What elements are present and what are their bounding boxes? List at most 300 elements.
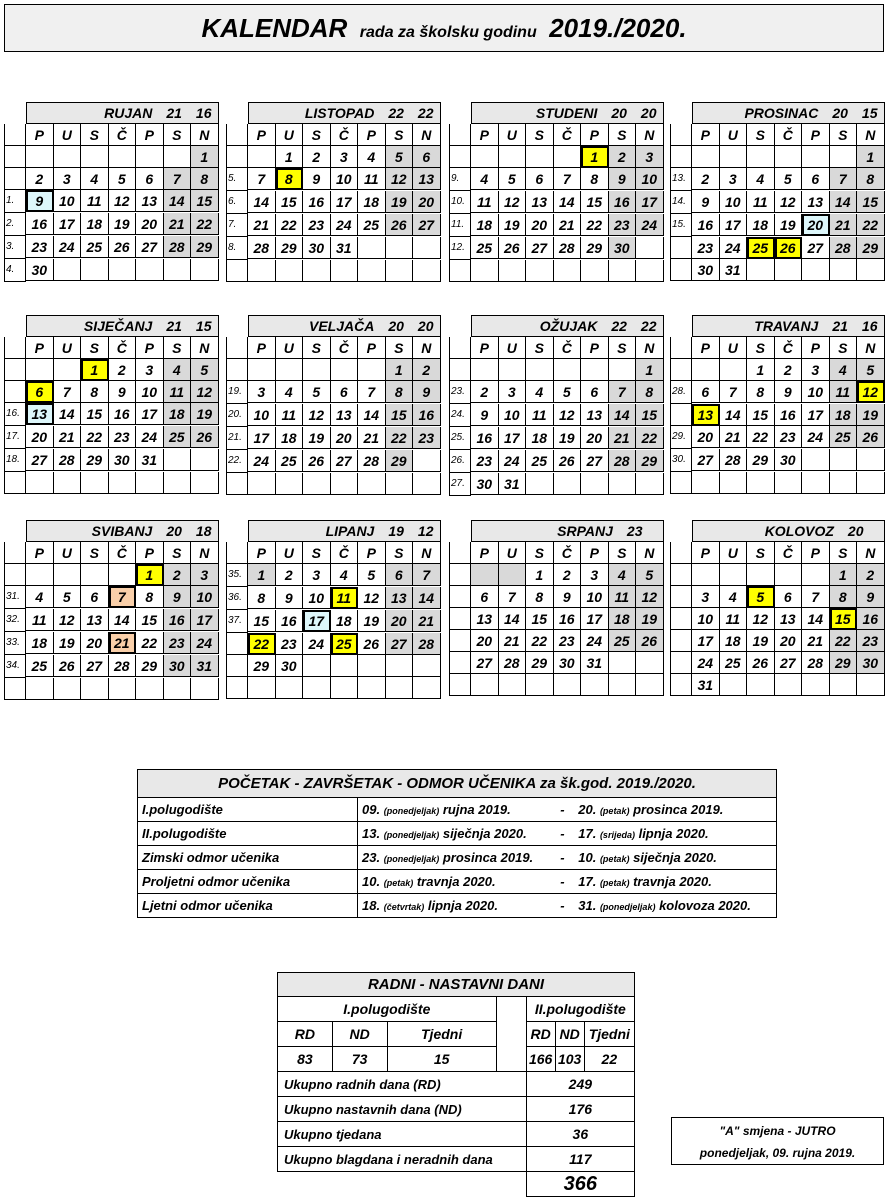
day-cell (581, 473, 609, 495)
day-cell: 21 (720, 426, 748, 448)
day-cell: 2 (109, 359, 137, 381)
week-number: 29. (670, 426, 692, 449)
day-cell: 31 (720, 259, 748, 281)
month-name: PROSINAC (744, 105, 819, 121)
day-cell: 9 (692, 191, 720, 213)
day-cell: 2 (26, 168, 54, 190)
day-cell: 11 (276, 404, 304, 426)
day-header: S (526, 124, 554, 146)
schedule-row (138, 846, 777, 870)
week-number: 32. (4, 609, 26, 632)
day-cell (164, 449, 192, 471)
day-cell (191, 472, 219, 494)
day-header: N (636, 124, 664, 146)
day-cell: 8 (830, 586, 858, 608)
week-number: 31. (4, 586, 26, 609)
day-cell: 19 (554, 427, 582, 449)
day-cell (499, 146, 527, 168)
total-value: 36 (526, 1122, 634, 1147)
range-dash: - (560, 898, 565, 913)
day-cell: 11 (609, 586, 637, 608)
month-name: SIJEČANJ (83, 318, 153, 334)
range-dash: - (560, 826, 565, 841)
month-workdays: 20 (166, 523, 182, 539)
day-cell: 17 (499, 427, 527, 449)
day-cell (609, 473, 637, 495)
day-cell: 18 (358, 191, 386, 213)
day-cell: 19 (303, 427, 331, 449)
shift-line-1: "A" smjena - JUTRO (719, 1124, 836, 1138)
day-cell: 19 (386, 191, 414, 213)
day-header: U (54, 542, 82, 564)
day-cell: 13 (471, 608, 499, 630)
week-number (449, 337, 471, 359)
day-header: N (191, 542, 219, 564)
day-cell: 21 (358, 427, 386, 449)
day-header: U (499, 124, 527, 146)
day-cell: 7 (54, 381, 82, 403)
day-cell: 14 (413, 587, 441, 609)
day-cell: 10 (692, 608, 720, 630)
day-header: N (413, 542, 441, 564)
day-cell: 12 (303, 404, 331, 426)
day-header: N (636, 337, 664, 359)
day-cell: 10 (720, 191, 748, 213)
day-cell: 22 (386, 427, 414, 449)
week-number: 34. (4, 655, 26, 678)
week-number: 17. (4, 426, 26, 449)
week-number: 18. (4, 449, 26, 472)
day-cell: 20 (802, 214, 830, 236)
day-cell: 28 (413, 633, 441, 655)
day-cell: 10 (636, 168, 664, 190)
day-cell (609, 652, 637, 674)
day-cell (26, 146, 54, 168)
day-cell: 13 (386, 587, 414, 609)
day-cell (720, 472, 748, 494)
day-cell: 2 (775, 359, 803, 381)
day-cell: 9 (303, 168, 331, 190)
day-cell (609, 674, 637, 696)
day-cell: 21 (499, 630, 527, 652)
week-number: 21. (226, 427, 248, 450)
day-cell: 19 (775, 214, 803, 236)
day-cell: 22 (581, 214, 609, 236)
spacer (449, 520, 471, 542)
day-cell: 28 (54, 449, 82, 471)
day-cell (191, 449, 219, 471)
day-cell: 5 (191, 359, 219, 381)
day-cell (358, 655, 386, 677)
day-header: S (386, 124, 414, 146)
day-cell: 24 (191, 632, 219, 654)
day-cell (802, 146, 830, 168)
day-header: P (26, 542, 54, 564)
to-day: 17. (578, 826, 597, 841)
day-cell: 23 (554, 630, 582, 652)
day-cell: 13 (526, 191, 554, 213)
day-cell: 2 (471, 381, 499, 403)
month-travanj (670, 315, 885, 494)
week-number: 36. (226, 587, 248, 610)
day-cell: 3 (303, 564, 331, 586)
week-number (4, 168, 26, 190)
day-cell: 29 (526, 652, 554, 674)
day-cell (499, 674, 527, 696)
day-cell (331, 473, 359, 495)
day-cell: 2 (413, 359, 441, 381)
day-cell (747, 146, 775, 168)
day-cell: 4 (358, 146, 386, 168)
week-number: 11. (449, 214, 471, 237)
day-cell: 4 (26, 586, 54, 608)
to-month: prosinca 2019. (633, 802, 724, 817)
day-cell (164, 259, 192, 281)
day-cell (248, 146, 276, 168)
day-cell: 9 (471, 404, 499, 426)
day-cell: 18 (26, 632, 54, 654)
day-cell (636, 473, 664, 495)
week-number: 16. (4, 403, 26, 426)
week-number (4, 564, 26, 586)
day-cell (276, 473, 304, 495)
day-cell: 2 (692, 168, 720, 190)
day-cell: 21 (554, 214, 582, 236)
day-cell: 7 (248, 168, 276, 190)
day-cell: 26 (109, 236, 137, 258)
day-cell: 17 (331, 191, 359, 213)
day-cell: 13 (331, 404, 359, 426)
day-cell: 14 (830, 191, 858, 213)
day-cell: 21 (54, 426, 82, 448)
from-day: 23. (362, 850, 381, 865)
day-cell: 20 (775, 630, 803, 652)
col-nd: ND (555, 1022, 584, 1047)
week-number (670, 359, 692, 381)
day-header: S (164, 337, 192, 359)
day-cell: 15 (136, 609, 164, 631)
day-cell (609, 359, 637, 381)
day-cell (248, 677, 276, 699)
day-cell: 27 (526, 237, 554, 259)
day-cell (857, 674, 885, 696)
day-cell (830, 259, 858, 281)
day-cell: 17 (303, 610, 331, 632)
week-number (670, 404, 692, 426)
day-cell: 16 (775, 404, 803, 426)
month-header (471, 102, 664, 124)
day-cell: 11 (358, 168, 386, 190)
day-cell (164, 472, 192, 494)
col-nd: ND (332, 1022, 387, 1047)
day-cell (303, 677, 331, 699)
day-cell: 4 (164, 359, 192, 381)
day-cell: 13 (413, 168, 441, 190)
day-cell: 9 (26, 190, 54, 212)
month-name: SVIBANJ (91, 523, 153, 539)
day-cell: 8 (191, 168, 219, 190)
week-number: 33. (4, 632, 26, 655)
day-header: P (26, 337, 54, 359)
month-name: LIPANJ (325, 523, 375, 539)
title-year: 2019./2020. (549, 13, 687, 43)
spacer (226, 520, 248, 542)
from-month: travnja 2020. (416, 874, 496, 889)
day-cell (802, 564, 830, 586)
day-cell: 19 (358, 610, 386, 632)
week-number (670, 630, 692, 652)
day-cell: 7 (830, 168, 858, 190)
day-cell (471, 674, 499, 696)
week-number: 24. (449, 404, 471, 427)
month-header (692, 315, 885, 337)
day-cell: 24 (331, 214, 359, 236)
day-cell: 14 (802, 608, 830, 630)
day-cell: 3 (636, 146, 664, 168)
day-cell: 24 (802, 426, 830, 448)
month-header (692, 102, 885, 124)
day-cell (248, 473, 276, 495)
day-cell: 3 (499, 381, 527, 403)
day-cell: 1 (636, 359, 664, 381)
day-cell (54, 259, 82, 281)
week-number: 12. (449, 237, 471, 260)
from-month: lipnja 2020. (427, 898, 498, 913)
day-cell: 9 (609, 168, 637, 190)
semester-1-header: I.polugodište (278, 997, 497, 1022)
day-cell: 24 (248, 450, 276, 472)
day-cell: 1 (526, 564, 554, 586)
day-header: S (386, 542, 414, 564)
week-number: 27. (449, 473, 471, 496)
day-header: P (471, 337, 499, 359)
day-cell (636, 652, 664, 674)
week-number (449, 564, 471, 586)
day-cell: 28 (109, 655, 137, 677)
week-number: 9. (449, 168, 471, 191)
day-cell: 12 (775, 191, 803, 213)
day-cell: 7 (499, 586, 527, 608)
day-header: S (164, 124, 192, 146)
day-cell: 22 (747, 426, 775, 448)
day-header: P (248, 542, 276, 564)
day-header: P (471, 542, 499, 564)
day-cell: 29 (857, 237, 885, 259)
col-rd: RD (526, 1022, 555, 1047)
day-cell: 30 (109, 449, 137, 471)
day-cell: 21 (248, 214, 276, 236)
day-cell (720, 674, 748, 696)
day-cell: 6 (692, 381, 720, 403)
from-weekday: (ponedjeljak) (383, 830, 440, 840)
day-cell: 20 (331, 427, 359, 449)
day-cell: 3 (136, 359, 164, 381)
day-cell (136, 472, 164, 494)
day-cell: 1 (248, 564, 276, 586)
month-workdays: 20 (832, 105, 848, 121)
day-cell (331, 655, 359, 677)
day-header: P (358, 337, 386, 359)
week-number (670, 674, 692, 696)
day-cell: 14 (499, 608, 527, 630)
day-cell: 9 (164, 586, 192, 608)
day-cell (747, 259, 775, 281)
week-number (4, 124, 26, 146)
day-cell: 1 (747, 359, 775, 381)
day-cell: 23 (471, 450, 499, 472)
day-cell: 29 (636, 450, 664, 472)
day-cell: 28 (720, 449, 748, 471)
day-cell: 26 (191, 426, 219, 448)
day-cell: 17 (802, 404, 830, 426)
day-header: P (802, 542, 830, 564)
week-number: 26. (449, 450, 471, 473)
day-cell (386, 677, 414, 699)
p2-tjedni: 22 (584, 1047, 634, 1072)
day-cell: 25 (747, 237, 775, 259)
day-cell: 30 (303, 237, 331, 259)
day-cell (386, 237, 414, 259)
day-cell: 3 (581, 564, 609, 586)
day-cell: 14 (164, 190, 192, 212)
day-cell: 15 (526, 608, 554, 630)
day-cell: 9 (109, 381, 137, 403)
day-header: P (136, 337, 164, 359)
day-cell: 13 (775, 608, 803, 630)
p1-nd: 73 (332, 1047, 387, 1072)
day-cell (857, 449, 885, 471)
week-number (449, 146, 471, 168)
day-cell: 24 (499, 450, 527, 472)
day-cell: 26 (499, 237, 527, 259)
day-cell: 5 (775, 168, 803, 190)
day-cell: 2 (276, 564, 304, 586)
day-cell: 3 (331, 146, 359, 168)
day-header: P (581, 124, 609, 146)
day-cell: 5 (358, 564, 386, 586)
day-cell: 31 (581, 652, 609, 674)
day-cell (54, 359, 82, 381)
day-cell: 31 (499, 473, 527, 495)
day-cell: 29 (581, 237, 609, 259)
day-cell: 12 (857, 381, 885, 403)
day-cell (248, 359, 276, 381)
week-number: 19. (226, 381, 248, 404)
day-cell (331, 260, 359, 282)
day-cell: 17 (136, 403, 164, 425)
day-cell (526, 674, 554, 696)
day-cell (109, 259, 137, 281)
month-workdays: 21 (166, 105, 182, 121)
day-header: P (136, 124, 164, 146)
day-cell: 15 (81, 403, 109, 425)
day-cell (413, 473, 441, 495)
day-cell: 11 (471, 191, 499, 213)
day-cell: 16 (609, 191, 637, 213)
day-cell: 17 (692, 630, 720, 652)
day-cell (499, 359, 527, 381)
day-header: P (692, 337, 720, 359)
total-value: 249 (526, 1072, 634, 1097)
day-header: P (136, 542, 164, 564)
day-cell (775, 472, 803, 494)
day-cell: 25 (526, 450, 554, 472)
schedule-label: Ljetni odmor učenika (138, 894, 358, 918)
week-number: 22. (226, 450, 248, 473)
day-cell: 2 (554, 564, 582, 586)
month-schooldays: 20 (640, 105, 657, 121)
month-name: LISTOPAD (304, 105, 375, 121)
week-number (670, 259, 692, 281)
day-header: P (802, 124, 830, 146)
month-header (26, 315, 219, 337)
day-header: U (720, 124, 748, 146)
to-weekday: (petak) (599, 854, 630, 864)
week-number: 8. (226, 237, 248, 260)
day-header: Č (331, 337, 359, 359)
day-cell: 1 (81, 359, 109, 381)
day-cell: 15 (191, 190, 219, 212)
day-cell: 21 (830, 214, 858, 236)
day-cell: 14 (720, 404, 748, 426)
month-schooldays: 15 (861, 105, 878, 121)
day-cell: 19 (109, 213, 137, 235)
day-cell: 23 (857, 630, 885, 652)
week-number: 1. (4, 190, 26, 213)
month-workdays: 23 (626, 523, 643, 539)
schedule-row (138, 798, 777, 822)
day-cell: 22 (830, 630, 858, 652)
day-cell: 12 (636, 586, 664, 608)
month-name: TRAVANJ (754, 318, 819, 334)
day-cell: 30 (26, 259, 54, 281)
day-cell: 10 (54, 190, 82, 212)
day-cell: 18 (164, 403, 192, 425)
day-cell: 20 (692, 426, 720, 448)
week-number (4, 337, 26, 359)
day-header: N (413, 124, 441, 146)
shift-line-2: ponedjeljak, 09. rujna 2019. (699, 1146, 856, 1160)
day-cell (276, 359, 304, 381)
day-cell: 10 (303, 587, 331, 609)
spacer (449, 315, 471, 337)
day-header: U (54, 337, 82, 359)
month-schooldays: 16 (861, 318, 878, 334)
day-cell: 29 (248, 655, 276, 677)
day-cell (775, 564, 803, 586)
day-cell: 4 (720, 586, 748, 608)
from-day: 09. (362, 802, 381, 817)
day-cell: 14 (609, 404, 637, 426)
day-cell: 28 (164, 236, 192, 258)
to-day: 31. (578, 898, 597, 913)
day-cell (775, 146, 803, 168)
month-workdays: 22 (388, 105, 404, 121)
day-cell: 25 (164, 426, 192, 448)
day-cell: 8 (581, 168, 609, 190)
day-header: U (499, 542, 527, 564)
day-cell: 7 (609, 381, 637, 403)
day-cell: 27 (775, 652, 803, 674)
day-header: P (581, 542, 609, 564)
day-cell (164, 146, 192, 168)
day-cell: 30 (692, 259, 720, 281)
day-cell (413, 260, 441, 282)
day-header: S (303, 337, 331, 359)
day-cell: 21 (109, 632, 137, 654)
day-cell: 27 (136, 236, 164, 258)
day-cell: 31 (191, 655, 219, 677)
